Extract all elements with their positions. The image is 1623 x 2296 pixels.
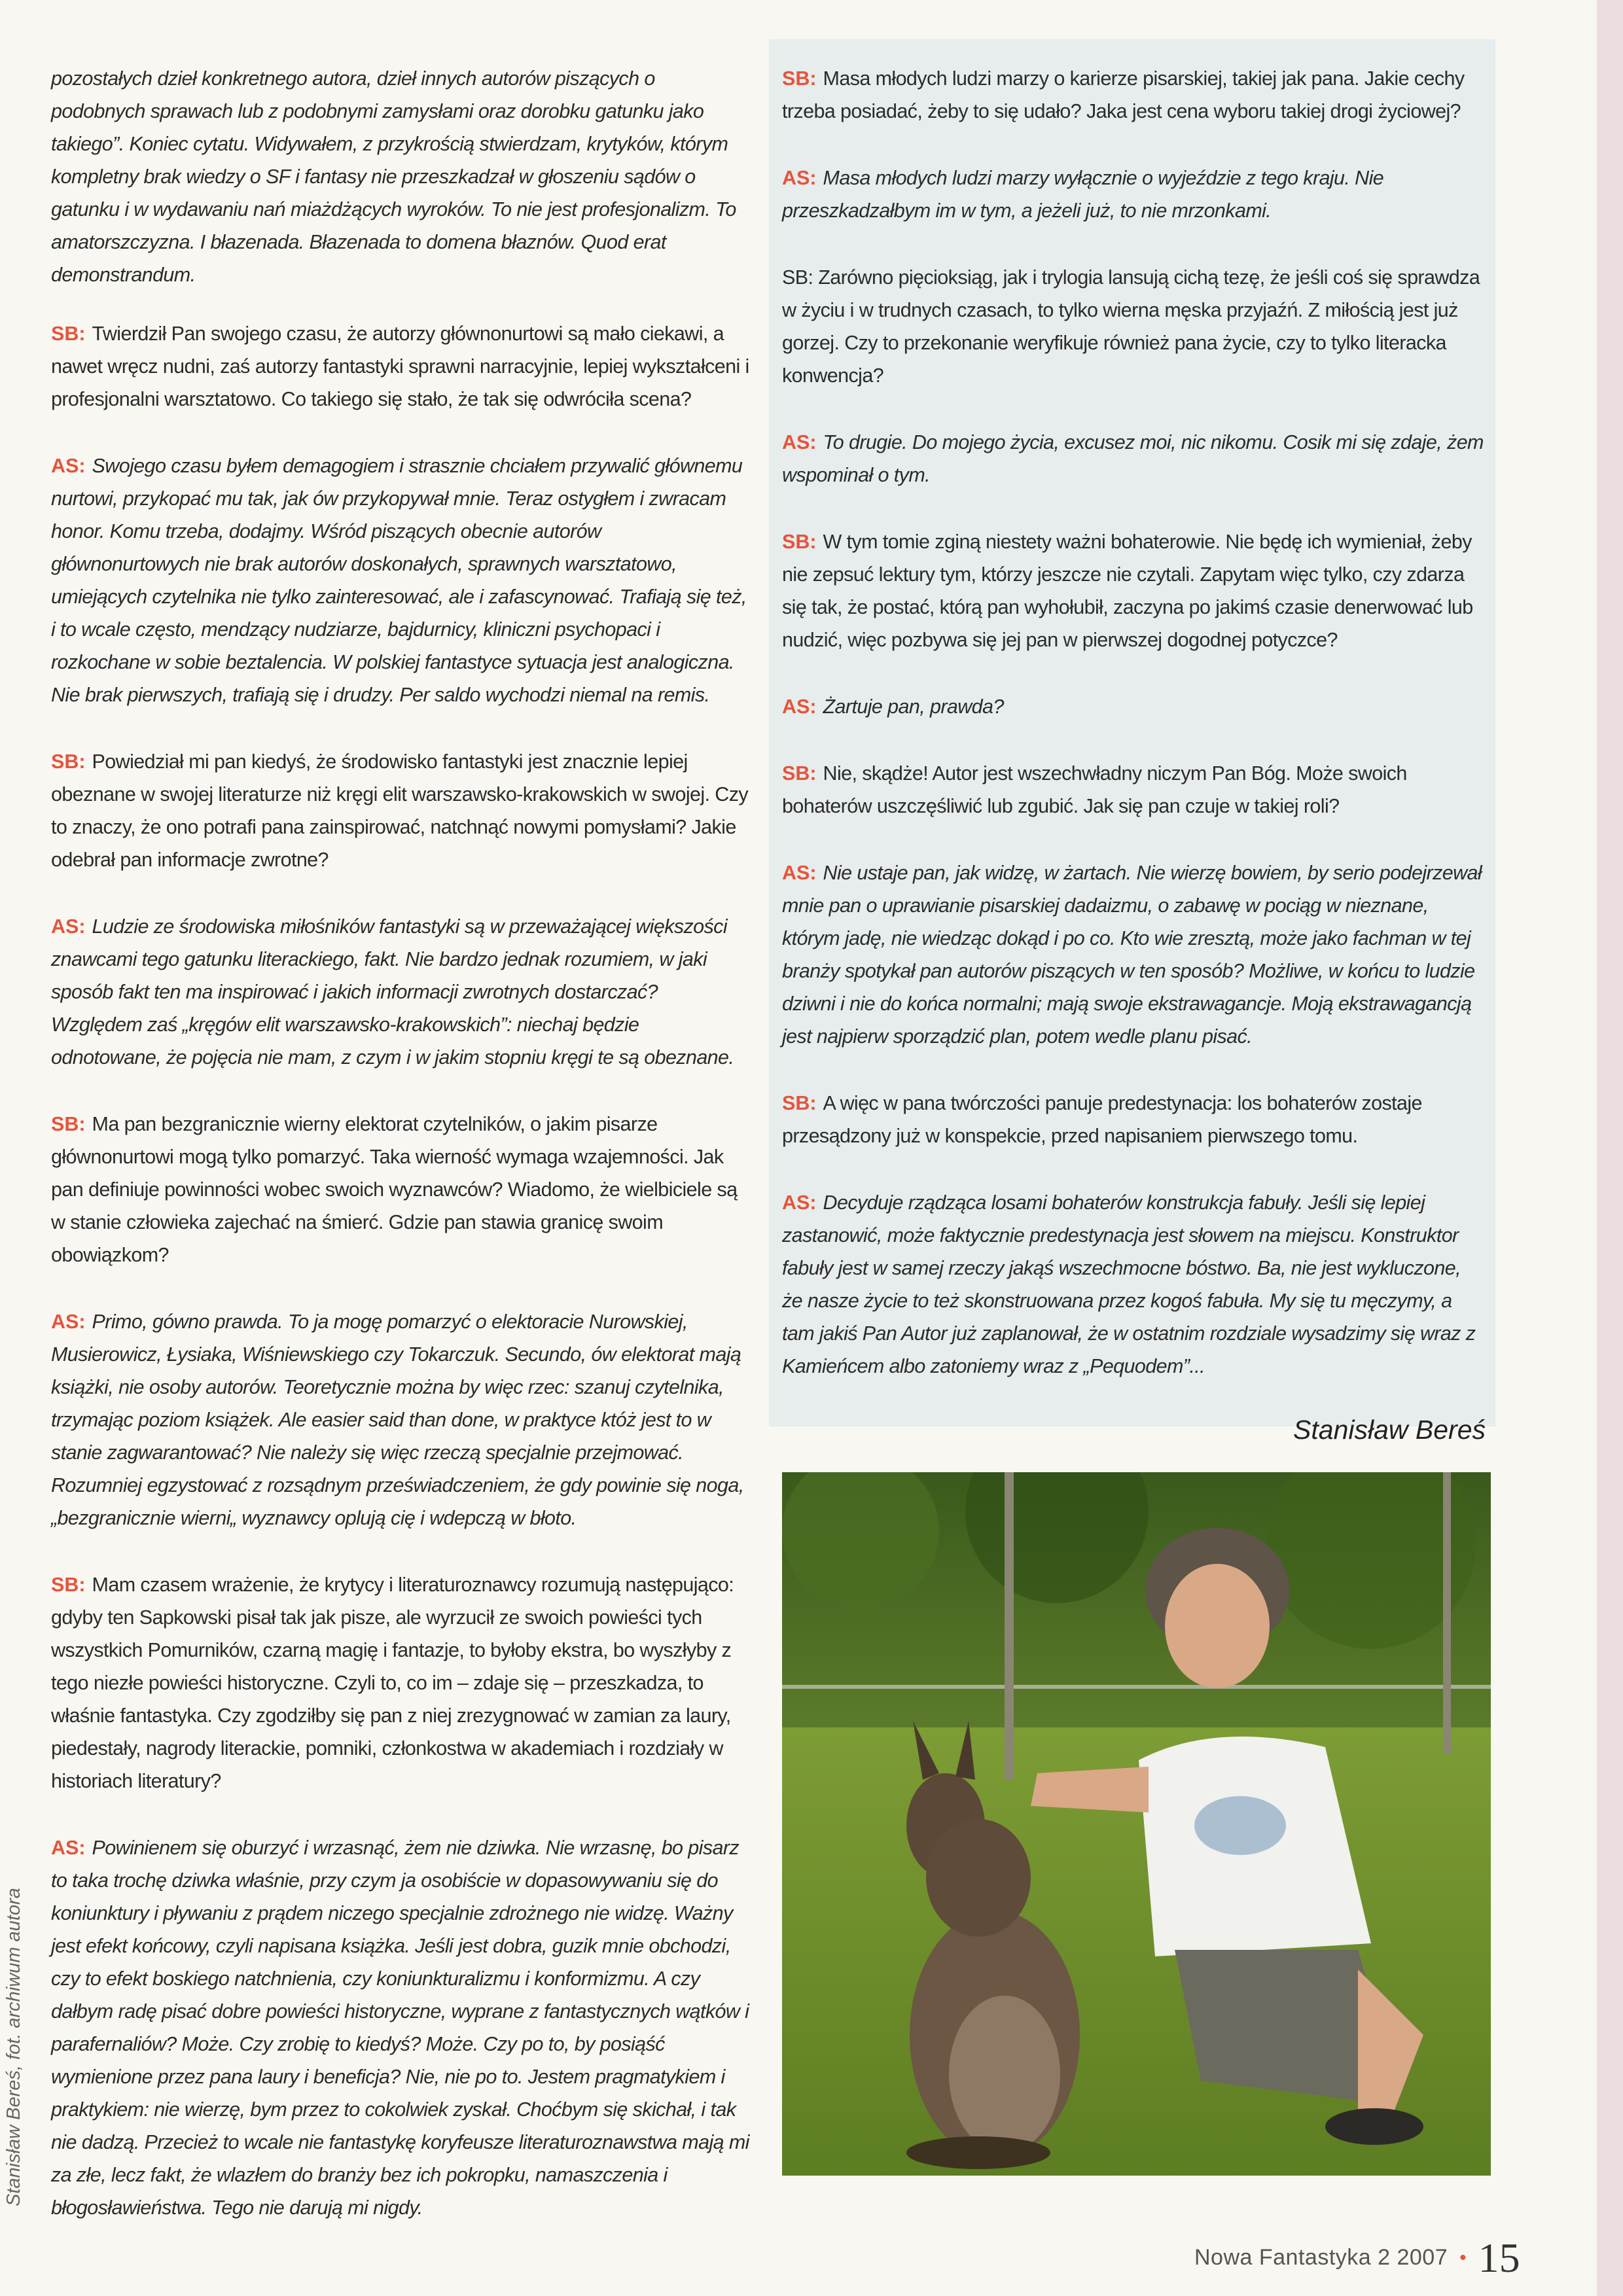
speaker-label: AS: (51, 455, 86, 477)
fence-wire (782, 1685, 1491, 1689)
answer-text: Ludzie ze środowiska miłośników fantastyki są w przeważającej większości znawcami tego gatunku literackiego, fakt. Nie bardzo jednak rozumiem, w jaki sposób fakt ten ma inspirować i jakich informacji zwrotnych dostarczać? Względem zaś „kręgów elit warszawsko-krakowskich”: niechaj będzie odnotowane, że pojęcia nie mam, z czym i w jakim stopniu kręgi te są obeznane. (51, 915, 734, 1069)
fence-post (1443, 1472, 1451, 1754)
qa-block (51, 1108, 751, 1271)
qa-block (51, 1568, 751, 1797)
qa-block (782, 857, 1486, 1053)
question-text: W tym tomie zginą niestety ważni bohaterowie. Nie będę ich wymieniał, żeby nie zepsuć lektury tym, którzy jeszcze nie czytali. Zapytam więc tylko, czy zdarza się tak, że postać, którą pan wyhołubił, zaczyna po jakimś czasie denerwować lub nudzić, więc pozbywa się jej pan w pierwszej dogodnej potyczce? (782, 531, 1473, 651)
answer-text: To drugie. Do mojego życia, excusez moi, nic nikomu. Cosik mi się zdaje, żem wspominał o tym. (782, 431, 1484, 486)
qa-block (782, 690, 1486, 723)
question-text: Masa młodych ludzi marzy o karierze pisarskiej, takiej jak pana. Jakie cechy trzeba posiadać, żeby to się udało? Jaka jest cena wyboru takiej drogi życiowej? (782, 67, 1465, 122)
question-text: Powiedział mi pan kiedyś, że środowisko fantastyki jest znacznie lepiej obeznane w swojej literaturze niż kręgi elit warszawsko-krakowskich w swojej. Czy to znaczy, że ono potrafi pana zainspirować, natchnąć nowymi pomysłami? Jakie odebrał pan informacje zwrotne? (51, 751, 749, 871)
qa-block (51, 1305, 751, 1534)
answer-text: Nie ustaje pan, jak widzę, w żartach. Nie wierzę bowiem, by serio podejrzewał mnie pan o uprawianie pisarskiej dadaizmu, o zabawę w pociąg w nieznane, którym jadę, nie wiedząc dokąd i po co. Kto wie zresztą, może jako fachman w tej branży spotykał pan autorów piszących w ten sposób? Możliwe, w końcu to ludzie dziwni i nie do końca normalni; mają swoje ekstrawagancje. Moją ekstrawagancją jest najpierw sporządzić plan, potem wedle planu pisać. (782, 862, 1482, 1048)
right-column (782, 62, 1486, 1383)
qa-block (782, 525, 1486, 656)
answer-text: Decyduje rządząca losami bohaterów konstrukcja fabuły. Jeśli się lepiej zastanowić, może faktycznie predestynacja jest słowem na miejscu. Konstruktor fabuły jest w samej rzeczy jakąś wszechmocne bóstwo. Ba, nie jest wykluczone, że nasze życie to też skonstruowana przez kogoś fabuła. My się tu męczymy, a tam jakiś Pan Autor już zaplanował, że w ostatnim rozdziale wysadzimy się wraz z Kamieńcem albo zatoniemy wraz z „Pequodem”... (782, 1192, 1476, 1377)
qa-block (782, 1087, 1486, 1152)
author-signature: Stanisław Bereś (1293, 1415, 1486, 1445)
speaker-label: SB: (51, 1113, 86, 1135)
speaker-label: AS: (51, 915, 86, 938)
speaker-label: SB: (51, 1574, 86, 1596)
speaker-label: AS: (782, 1192, 817, 1214)
qa-block (782, 162, 1486, 227)
qa-block (51, 910, 751, 1074)
question-text: Nie, skądże! Autor jest wszechwładny niczym Pan Bóg. Może swoich bohaterów uszczęśliwić lub zgubić. Jak się pan czuje w takiej roli? (782, 762, 1407, 817)
speaker-label: AS: (51, 1837, 86, 1859)
footer-separator: • (1459, 2246, 1467, 2269)
speaker-label: AS: (51, 1311, 86, 1333)
fence-post (1005, 1472, 1014, 1780)
speaker-label: SB: (782, 67, 817, 90)
qa-block: SB: Zarówno pięcioksiąg, jak i trylogia lansują cichą tezę, że jeśli coś się sprawdza w życiu i w trudnych czasach, to tylko wierna męska przyjaźń. Z miłością jest już gorzej. Czy to przekonanie weryfikuje również pana życie, czy to tylko literacka konwencja? (782, 266, 1480, 387)
question-text: Twierdził Pan swojego czasu, że autorzy głównonurtowi są mało ciekawi, a nawet wręcz nudni, zaś autorzy fantastyki sprawni narracyjnie, lepiej wykształceni i profesjonalni warsztatowo. Co takiego się stało, że tak się odwróciła scena? (51, 323, 749, 410)
qa-block (782, 1186, 1486, 1383)
answer-text: Primo, gówno prawda. To ja mogę pomarzyć o elektoracie Nurowskiej, Musierowicz, Łysiaka, Wiśniewskiego czy Tokarczuk. Secundo, ów elektorat mają książki, nie osoby autorów. Teoretycznie można by więc rzec: szanuj czytelnika, trzymając poziom książek. Ale easier said than done, w praktyce któż jest to w stanie zagwarantować? Nie należy się więc rzeczą specjalnie przejmować. Rozumniej egzystować z rozsądnym przeświadczeniem, że gdy powinie się noga, „bezgranicznie wierni„ wyznawcy oplują cię i wdepczą w błoto. (51, 1311, 744, 1529)
speaker-label: SB: (51, 323, 86, 345)
qa-block (51, 1831, 751, 2224)
intro-paragraph: pozostałych dzieł konkretnego autora, dzieł innych autorów piszących o podobnych sprawach lub z podobnymi zamysłami oraz dorobku gatunku jako takiego”. Koniec cytatu. Widywałem, z przykrością stwierdzam, krytyków, którym kompletny brak wiedzy o SF i fantasy nie przeszkadzał w głoszeniu sądów o gatunku i w wydawaniu nań miażdżących wyroków. To nie jest profesjonalizm. To amatorszczyzna. I błazenada. Błazenada to domena błaznów. Quod erat demonstrandum. (51, 67, 736, 286)
page-edge-strip (1597, 0, 1623, 2296)
qa-block (782, 426, 1486, 491)
speaker-label: SB: (51, 751, 86, 773)
qa-block (51, 745, 751, 876)
question-text: A więc w pana twórczości panuje predestynacja: los bohaterów zostaje przesądzony już w konspekcie, przed napisaniem pierwszego tomu. (782, 1092, 1422, 1147)
answer-text: Żartuje pan, prawda? (823, 696, 1004, 718)
speaker-label: SB: (782, 762, 817, 785)
magazine-issue: Nowa Fantastyka 2 2007 (1194, 2245, 1448, 2270)
speaker-label: AS: (782, 696, 817, 718)
answer-text: Powinienem się oburzyć i wrzasnąć, żem nie dziwka. Nie wrzasnę, bo pisarz to taka trochę dziwka właśnie, przy czym ja osobiście w dopasowywaniu się do koniunktury i pływaniu z prądem niczego specjalnie zdrożnego nie widzę. Ważny jest efekt końcowy, czyli napisana książka. Jeśli jest dobra, guzik mnie obchodzi, czy to efekt boskiego natchnienia, czy koniunkturalizmu i konformizmu. A czy dałbym radę pisać dobre powieści historyczne, wyprane z fantastycznych wątków i parafernaliów? Może. Czy zrobię to kiedyś? Może. Czy po to, by posiąść wymienione przez pana laury i beneficja? Nie, nie po to. Jestem pragmatykiem i praktykiem: nie wierzę, bym przez to cokolwiek zyskał. Choćbym się skichał, i tak nie dadzą. Przecież to wcale nie fantastykę koryfeusze literaturoznawstwa mają mi za złe, lecz fakt, że wlazłem do branży bez ich pokropku, namaszczenia i błogosławieństwa. Tego nie darują mi nigdy. (51, 1837, 749, 2219)
qa-block (782, 62, 1486, 128)
qa-block (51, 450, 751, 711)
speaker-label: AS: (782, 167, 817, 189)
left-column (51, 62, 751, 2224)
question-text: Ma pan bezgranicznie wierny elektorat czytelników, o jakim pisarze głównonurtowi mogą tylko pomarzyć. Taka wierność wymaga wzajemności. Jak pan definiuje powinności wobec swoich wyznawców? Wiadomo, że wielbiciele są w stanie człowieka zajechać na śmierć. Gdzie pan stawia granicę swoim obowiązkom? (51, 1113, 738, 1266)
answer-text: Masa młodych ludzi marzy wyłącznie o wyjeździe z tego kraju. Nie przeszkadzałbym im w tym, a jeżeli już, to nie mrzonkami. (782, 167, 1384, 222)
photo-credit: Stanisław Bereś, fot. archiwum autora (3, 1888, 24, 2206)
qa-block (51, 317, 751, 415)
speaker-label: SB: (782, 1092, 817, 1114)
answer-text: Swojego czasu byłem demagogiem i strasznie chciałem przywalić głównemu nurtowi, przykopać mu tak, jak ów przykopywał mnie. Teraz ostygłem i zwracam honor. Komu trzeba, dodajmy. Wśród piszących obecnie autorów głównonurtowych nie brak autorów doskonałych, sprawnych warsztatowo, umiejących czytelnika nie tylko zainteresować, ale i zafascynować. Trafiają się też, i to wcale często, mendzący nudziarze, bajdurnicy, kliniczni psychopaci i rozkochane w sobie beztalencia. W polskiej fantastyce sytuacja jest analogiczna. Nie brak pierwszych, trafiają się i drudzy. Per saldo wychodzi niemal na remis. (51, 455, 747, 706)
speaker-label: AS: (782, 431, 817, 453)
qa-block (782, 757, 1486, 822)
page-number: 15 (1478, 2234, 1520, 2281)
question-text: Mam czasem wrażenie, że krytycy i literaturoznawcy rozumują następująco: gdyby ten Sapkowski pisał tak jak pisze, ale wyrzucił ze swoich powieści tych wszystkich Pomurników, czarną magię i fantazje, to byłoby ekstra, bo wyszłyby z tego niezłe powieści historyczne. Czyli to, co im – zdaje się – przeszkadza, to właśnie fantastyka. Czy zgodziłby się pan z niej zrezygnować w zamian za laury, piedestały, nagrody literackie, pomniki, członkostwa w akademiach i rozdziały w historiach literatury? (51, 1574, 734, 1792)
author-with-wallaby-photo (782, 1472, 1491, 2176)
page-footer (1194, 2233, 1520, 2282)
speaker-label: SB: (782, 531, 817, 553)
speaker-label: AS: (782, 862, 817, 884)
